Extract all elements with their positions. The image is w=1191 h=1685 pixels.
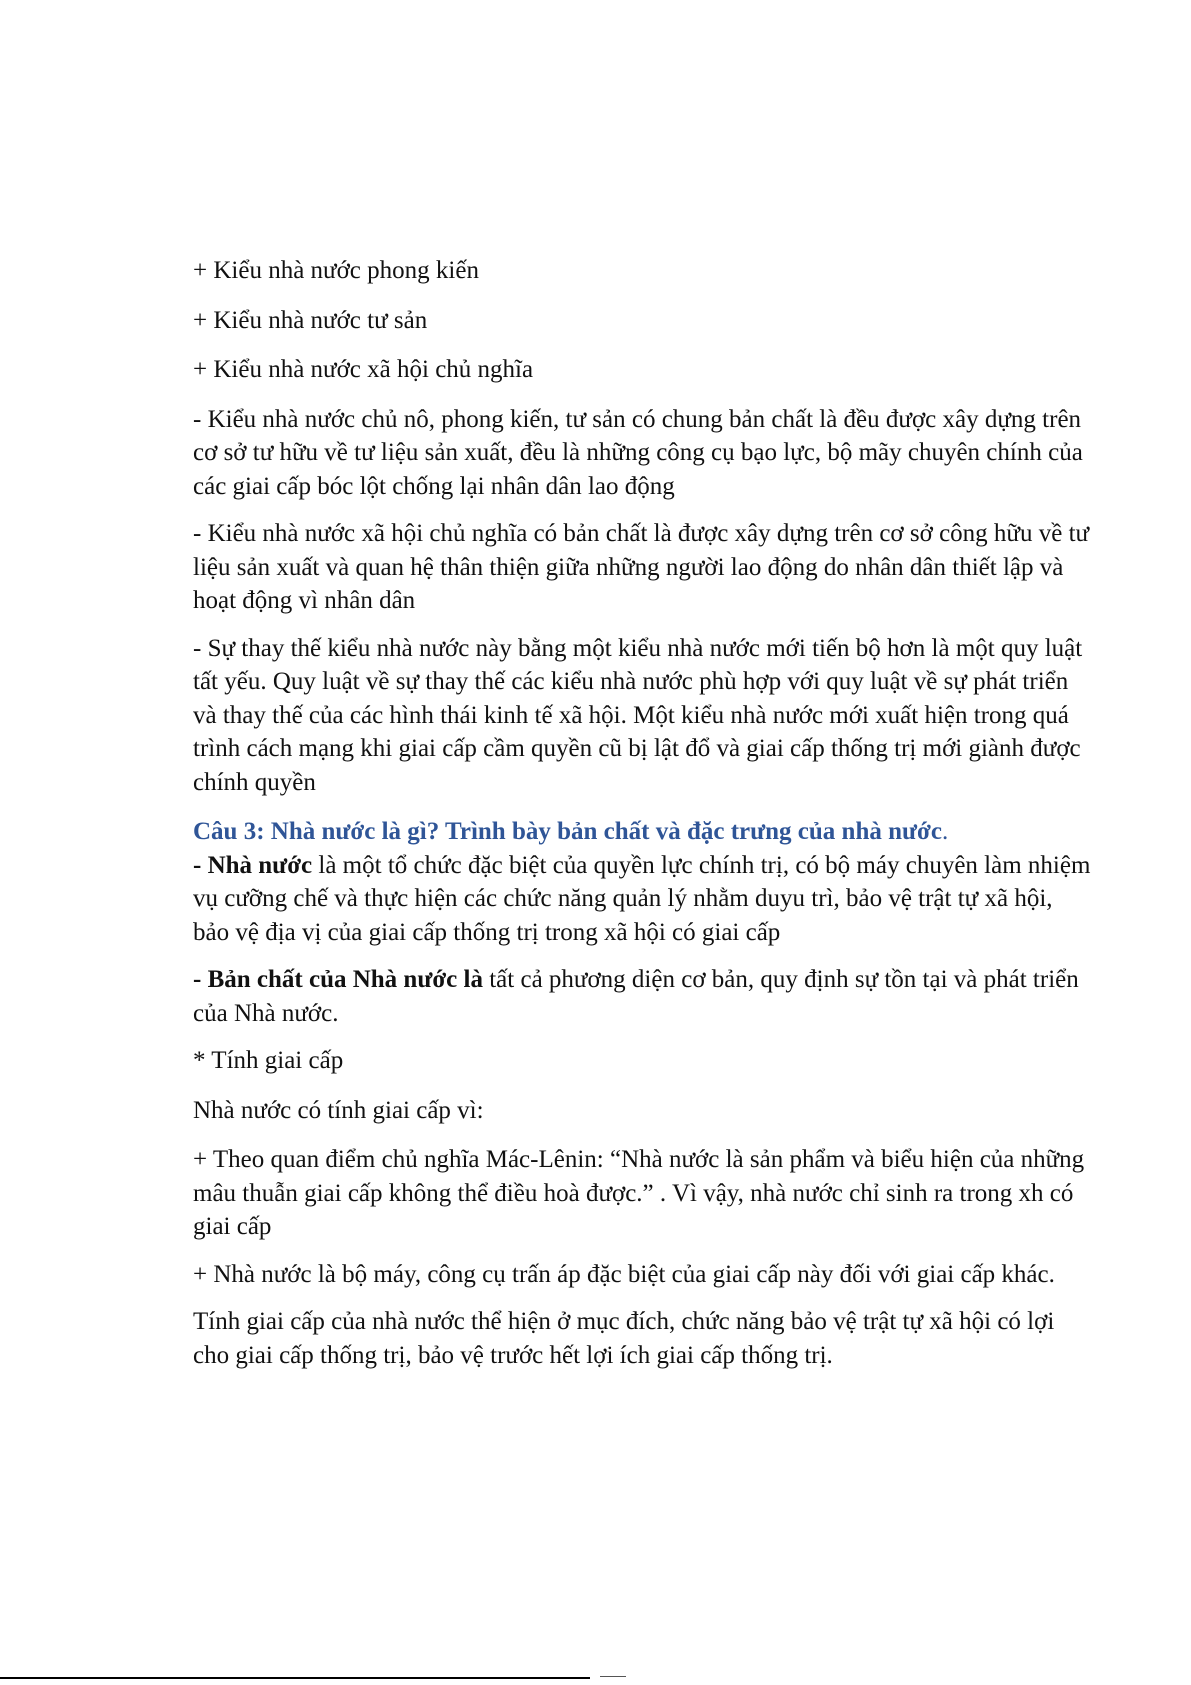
- question-heading-period: .: [941, 818, 949, 845]
- definition-text: là một tổ chức đặc biệt của quyền lực chính trị, có bộ máy chuyên làm nhiệm vụ cưỡng chế và thực hiện các chức năng quản lý nhằm duyu trì, bảo vệ trật tự xã hội, bảo vệ địa vị của giai cấp thống trị trong xã hội có giai cấp: [193, 851, 1091, 946]
- footer-divider: [0, 1677, 590, 1679]
- question-heading-text: Câu 3: Nhà nước là gì? Trình bày bản chất và đặc trưng của nhà nước: [193, 818, 942, 845]
- paragraph: + Kiểu nhà nước tư sản: [193, 306, 428, 334]
- paragraph: + Theo quan điểm chủ nghĩa Mác-Lênin: “Nhà nước là sản phẩm và biểu hiện của những mâu thuẫn giai cấp không thể điều hoà được.” . Vì vậy, nhà nước chỉ sinh ra trong xh có giai cấp: [193, 1146, 1085, 1240]
- footer-mark: [600, 1676, 626, 1683]
- document-body: [193, 254, 1093, 1386]
- paragraph: Tính giai cấp của nhà nước thể hiện ở mục đích, chức năng bảo vệ trật tự xã hội có lợi cho giai cấp thống trị, bảo vệ trước hết lợi ích giai cấp thống trị.: [193, 1308, 1055, 1369]
- paragraph: - Kiểu nhà nước xã hội chủ nghĩa có bản chất là được xây dựng trên cơ sở công hữu về tư liệu sản xuất và quan hệ thân thiện giữa những người lao động do nhân dân thiết lập và hoạt động vì nhân dân: [193, 520, 1090, 614]
- nature-paragraph: [193, 963, 1093, 1030]
- paragraph: Nhà nước có tính giai cấp vì:: [193, 1096, 484, 1124]
- question-heading: [193, 815, 1093, 849]
- paragraph: + Kiểu nhà nước xã hội chủ nghĩa: [193, 356, 534, 383]
- paragraph: * Tính giai cấp: [193, 1047, 344, 1074]
- nature-text: tất cả phương diện cơ bản, quy định sự tồn tại và phát triển của Nhà nước.: [193, 966, 1079, 1027]
- definition-label: - Nhà nước: [193, 851, 313, 879]
- paragraph: + Kiểu nhà nước phong kiến: [193, 257, 479, 284]
- definition-paragraph: [193, 849, 1093, 950]
- nature-label: - Bản chất của Nhà nước là: [193, 966, 483, 993]
- paragraph: - Kiểu nhà nước chủ nô, phong kiến, tư sản có chung bản chất là đều được xây dựng trên cơ sở tư hữu về tư liệu sản xuất, đều là những công cụ bạo lực, bộ mãy chuyên chính của các giai cấp bóc lột chống lại nhân dân lao động: [193, 405, 1083, 500]
- paragraph: + Nhà nước là bộ máy, công cụ trấn áp đặc biệt của giai cấp này đối với giai cấp khác.: [193, 1260, 1055, 1288]
- paragraph: - Sự thay thế kiểu nhà nước này bằng một kiểu nhà nước mới tiến bộ hơn là một quy luật tất yếu. Quy luật về sự thay thế các kiểu nhà nước phù hợp với quy luật về sự phát triển và thay thế của các hình thái kinh tế xã hội. Một kiểu nhà nước mới xuất hiện trong quá trình cách mạng khi giai cấp cầm quyền cũ bị lật đổ và giai cấp thống trị mới giành được chính quyền: [193, 634, 1083, 796]
